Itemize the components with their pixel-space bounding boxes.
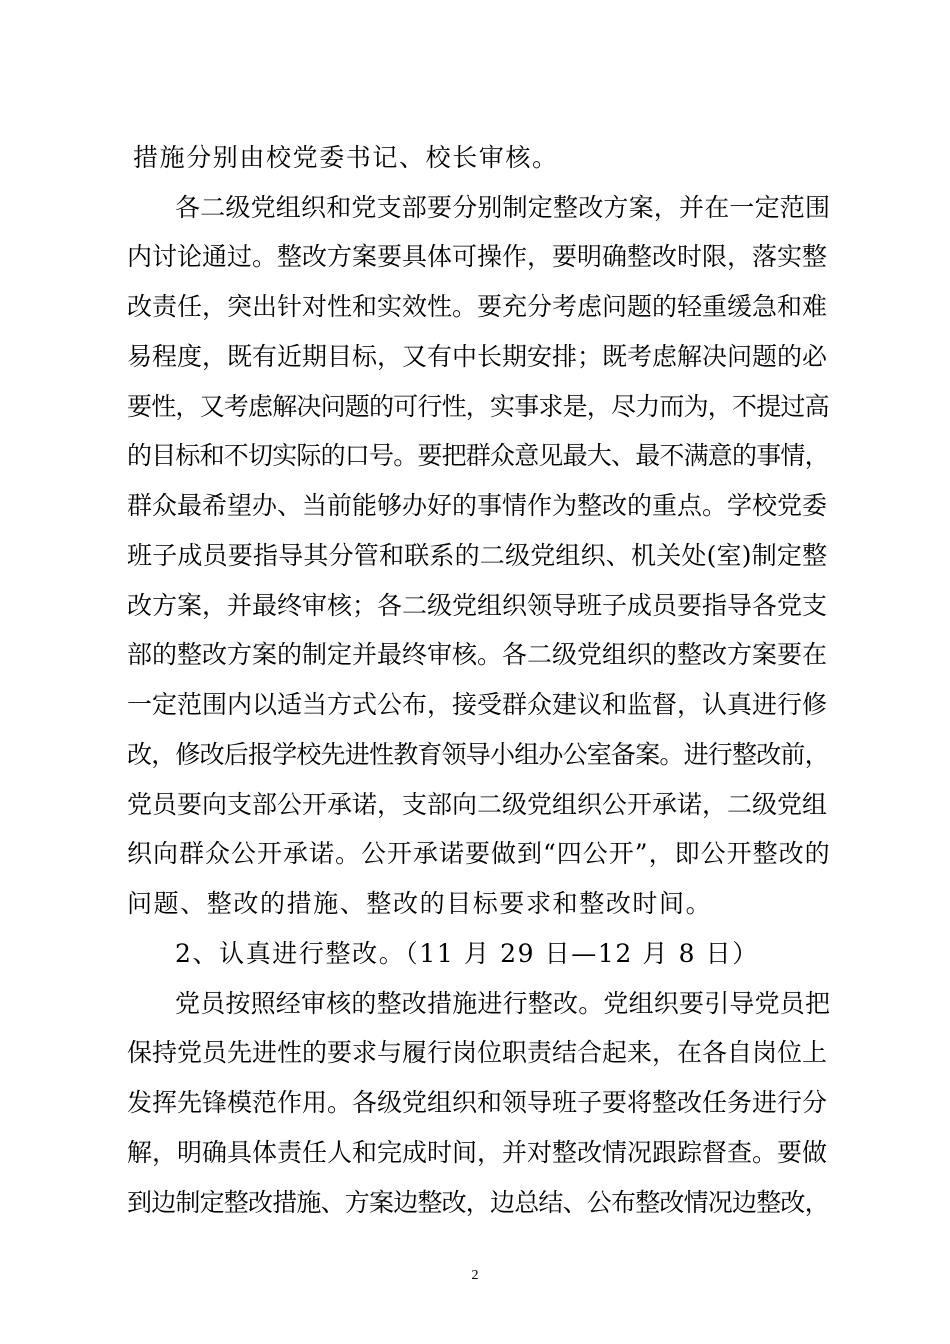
text-line: 党员按照经审核的整改措施进行整改。党组织要引导党员把 <box>175 989 831 1018</box>
text-line: 织向群众公开承诺。公开承诺要做到“四公开”，即公开整改的 <box>127 839 831 868</box>
text-line: 群众最希望办、当前能够办好的事情作为整改的重点。学校党委 <box>127 491 828 520</box>
text-line: 解，明确具体责任人和完成时间，并对整改情况跟踪督查。要做 <box>127 1138 828 1167</box>
text-line: 易程度，既有近期目标，又有中长期安排；既考虑解决问题的必 <box>127 342 828 371</box>
text-line: 班子成员要指导其分管和联系的二级党组织、机关处(室)制定整 <box>127 541 828 570</box>
text-line: 措施分别由校党委书记、校长审核。 <box>133 143 559 172</box>
text-line: 改方案，并最终审核；各二级党组织领导班子成员要指导各党支 <box>127 591 828 620</box>
text-line: 保持党员先进性的要求与履行岗位职责结合起来，在各自岗位上 <box>127 1038 828 1067</box>
text-line: 到边制定整改措施、方案边整改，边总结、公布整改情况边整改， <box>127 1188 829 1217</box>
text-line: 问题、整改的措施、整改的目标要求和整改时间。 <box>127 889 713 918</box>
page-number: 2 <box>471 1268 479 1283</box>
text-line: 改责任，突出针对性和实效性。要充分考虑问题的轻重缓急和难 <box>127 292 828 321</box>
text-line: 发挥先锋模范作用。各级党组织和领导班子要将整改任务进行分 <box>127 1088 828 1117</box>
text-line: 改，修改后报学校先进性教育领导小组办公室备案。进行整改前， <box>127 740 829 769</box>
text-line: 的目标和不切实际的口号。要把群众意见最大、最不满意的事情， <box>127 441 829 470</box>
section-heading: 2、认真进行整改。（11 月 29 日—12 月 8 日） <box>175 939 759 968</box>
text-line: 内讨论通过。整改方案要具体可操作，要明确整改时限，落实整 <box>127 242 828 271</box>
text-line: 各二级党组织和党支部要分别制定整改方案，并在一定范围 <box>175 193 831 222</box>
text-line: 一定范围内以适当方式公布，接受群众建议和监督，认真进行修 <box>127 690 828 719</box>
text-line: 党员要向支部公开承诺，支部向二级党组织公开承诺，二级党组 <box>127 790 828 819</box>
text-line: 部的整改方案的制定并最终审核。各二级党组织的整改方案要在 <box>127 640 828 669</box>
text-line: 要性，又考虑解决问题的可行性，实事求是，尽力而为，不提过高 <box>127 392 829 421</box>
